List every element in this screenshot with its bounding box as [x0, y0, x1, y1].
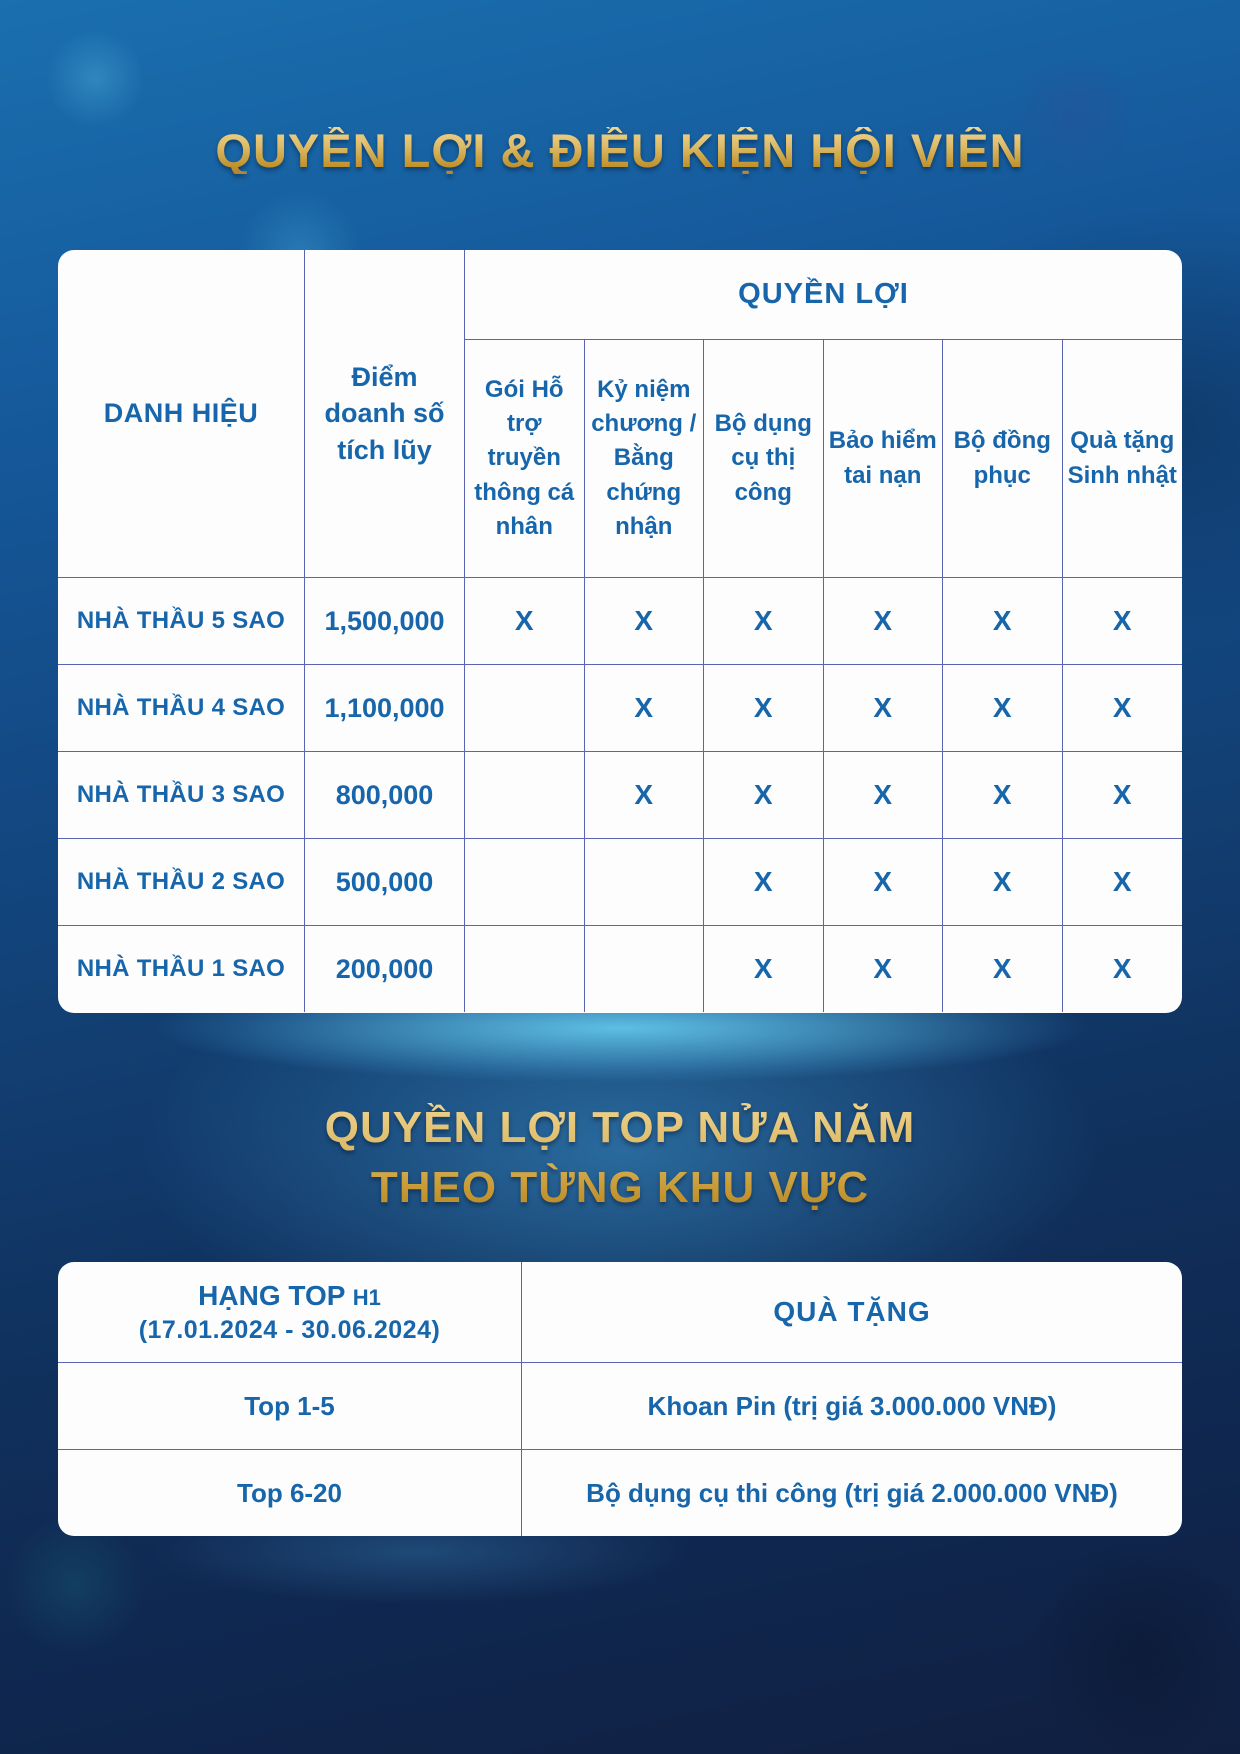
column-header-dong-phuc: Bộ đồng phục	[943, 340, 1063, 578]
benefit-mark	[585, 926, 705, 1012]
top-rank-range: Top 6-20	[58, 1450, 522, 1536]
column-header-goi-ho-tro: Gói Hỗ trợ truyền thông cá nhân	[465, 340, 585, 578]
benefits-table	[58, 250, 1182, 1013]
row-label: NHÀ THẦU 5 SAO	[58, 578, 305, 665]
row-label: NHÀ THẦU 4 SAO	[58, 665, 305, 752]
row-label: NHÀ THẦU 2 SAO	[58, 839, 305, 926]
benefit-mark: X	[1112, 953, 1132, 984]
top-rank-range: Top 1-5	[58, 1363, 522, 1450]
points-value: 1,500,000	[305, 578, 465, 665]
benefit-mark: X	[824, 665, 944, 752]
benefit-mark	[465, 839, 585, 926]
benefit-mark: X	[1063, 578, 1183, 665]
column-header-bao-hiem: Bảo hiểm tai nạn	[824, 340, 944, 578]
benefit-mark: X	[824, 926, 944, 1012]
benefit-mark	[465, 665, 585, 752]
column-header-danh-hieu: DANH HIỆU	[58, 250, 305, 578]
benefit-mark: X	[943, 926, 1063, 1012]
benefit-mark: X	[704, 665, 824, 752]
hang-top-period: (17.01.2024 - 30.06.2024)	[138, 1315, 441, 1344]
page-title: QUYỀN LỢI & ĐIỀU KIỆN HỘI VIÊN	[0, 127, 1240, 174]
benefit-mark	[585, 839, 705, 926]
benefit-mark: X	[943, 665, 1063, 752]
hang-top-label: HẠNG TOP	[198, 1279, 345, 1311]
column-header-ky-niem-chuong: Kỷ niệm chương / Bằng chứng nhận	[585, 340, 705, 578]
top-rank-table	[58, 1262, 1182, 1536]
benefit-mark: X	[1063, 839, 1183, 926]
benefit-mark: X	[1063, 752, 1183, 839]
points-value: 1,100,000	[305, 665, 465, 752]
benefit-mark: X	[704, 926, 824, 1012]
section-title-line2: THEO TỪNG KHU VỰC	[370, 1162, 870, 1212]
points-value: 200,000	[305, 926, 465, 1012]
benefit-mark	[465, 926, 585, 1012]
benefit-mark: X	[943, 752, 1063, 839]
benefit-mark: X	[465, 578, 585, 665]
benefit-mark: X	[585, 578, 705, 665]
benefit-mark: X	[1063, 665, 1183, 752]
benefit-mark: X	[704, 578, 824, 665]
benefit-mark: X	[824, 578, 944, 665]
column-header-bo-dung-cu: Bộ dụng cụ thị công	[704, 340, 824, 578]
column-header-qua-tang: Quà tặng Sinh nhật	[1063, 340, 1183, 578]
benefit-mark: X	[943, 839, 1063, 926]
row-label: NHÀ THẦU 1 SAO	[58, 926, 305, 1012]
hang-top-h1-suffix: H1	[352, 1284, 381, 1310]
benefit-mark	[465, 752, 585, 839]
top-rank-gift: Bộ dụng cụ thi công (trị giá 2.000.000 VNĐ)	[586, 1477, 1118, 1508]
points-value: 500,000	[305, 839, 465, 926]
benefit-mark: X	[824, 839, 944, 926]
section-title-top-half-year	[0, 1098, 1240, 1218]
benefit-mark: X	[824, 752, 944, 839]
column-header-qua-tang: QUÀ TẶNG	[522, 1262, 1182, 1363]
benefit-mark: X	[585, 752, 705, 839]
benefit-mark: X	[585, 665, 705, 752]
top-rank-gift: Khoan Pin (trị giá 3.000.000 VNĐ)	[522, 1363, 1182, 1450]
column-header-diem-doanh-so: Điểm doanh số tích lũy	[305, 250, 465, 578]
column-header-hang-top	[58, 1262, 522, 1363]
section-title-line1: QUYỀN LỢI TOP NỬA NĂM	[324, 1103, 916, 1152]
column-group-header-quyen-loi: QUYỀN LỢI	[465, 250, 1182, 340]
benefit-mark: X	[704, 839, 824, 926]
benefit-mark: X	[943, 578, 1063, 665]
benefit-mark: X	[704, 752, 824, 839]
points-value: 800,000	[305, 752, 465, 839]
row-label: NHÀ THẦU 3 SAO	[58, 752, 305, 839]
